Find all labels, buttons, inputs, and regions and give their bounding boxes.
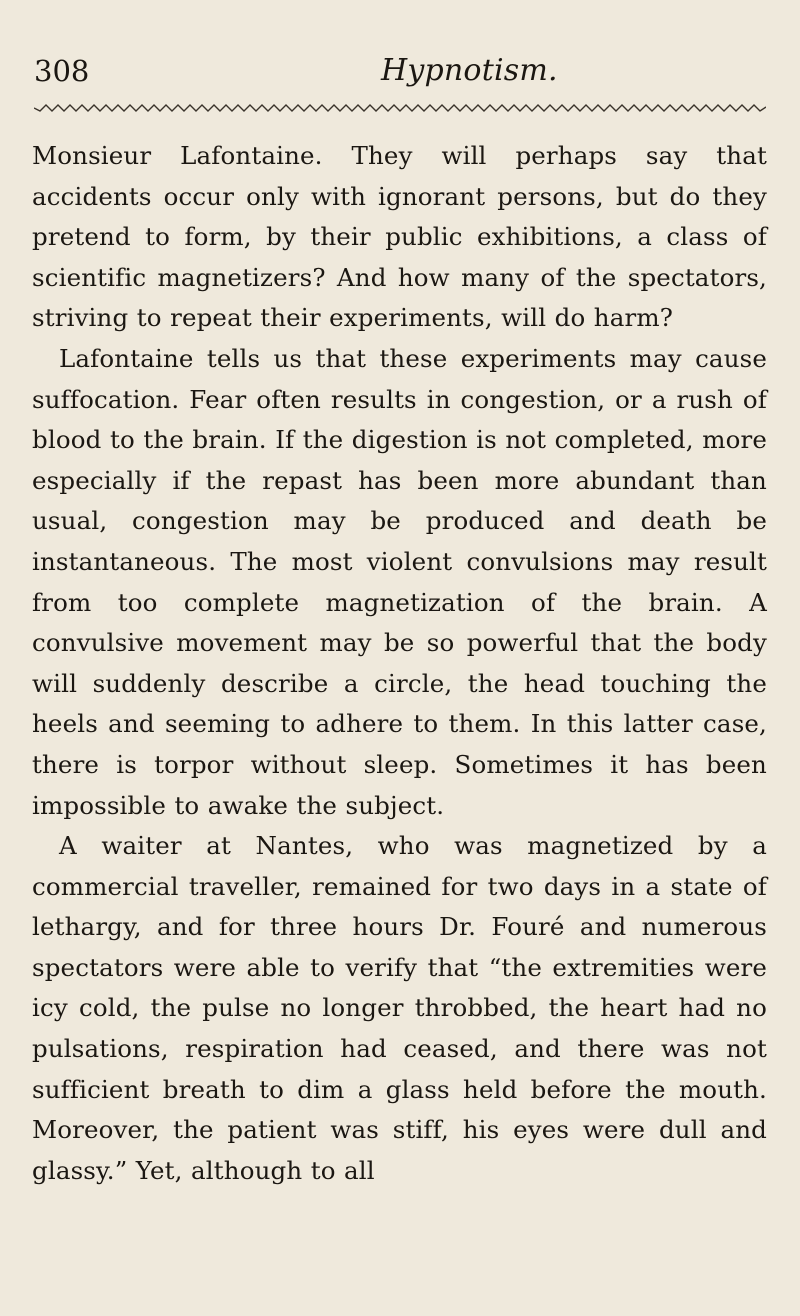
paragraph-lafontaine: Lafontaine tells us that these experiments may cause suffocation. Fear often results in congestion, or a rush of blood to the brain. If the digestion is not completed, more especially if the repast has been more abundant than usual, congestion may be produced and death be instantaneous. The most violent convulsions may result from too complete magnetization of the brain. A convulsive movement may be so powerful that the body will suddenly describe a circle, the head touching the heels and seeming to adhere to them. In this latter case, there is torpor without sleep. Sometimes it has been impossible to awake the subject. bbox=[32, 343, 767, 820]
running-title: Hypnotism. bbox=[381, 53, 558, 88]
body-text bbox=[32, 136, 767, 1191]
page-header bbox=[34, 53, 766, 98]
paragraph-continuation: Monsieur Lafontaine. They will perhaps say that accidents occur only with ignorant persons, but do they pretend to form, by their public exhibitions, a class of scientific magnetizers? And how many of the spectators, striving to repeat their experiments, will do harm? bbox=[32, 141, 767, 333]
paragraph-nantes-waiter: A waiter at Nantes, who was magnetized by a commercial traveller, remained for two days in a state of lethargy, and for three hours Dr. Fouré and numerous spectators were able to verify that “the extremities were icy cold, the pulse no longer throbbed, the heart had no pulsations, respiration had ceased, and there was not sufficient breath to dim a glass held before the mouth. Moreover, the patient was stiff, his eyes were dull and glassy.” Yet, although to all bbox=[32, 831, 767, 1185]
decorative-rule bbox=[34, 101, 766, 115]
page-number: 308 bbox=[34, 54, 90, 88]
